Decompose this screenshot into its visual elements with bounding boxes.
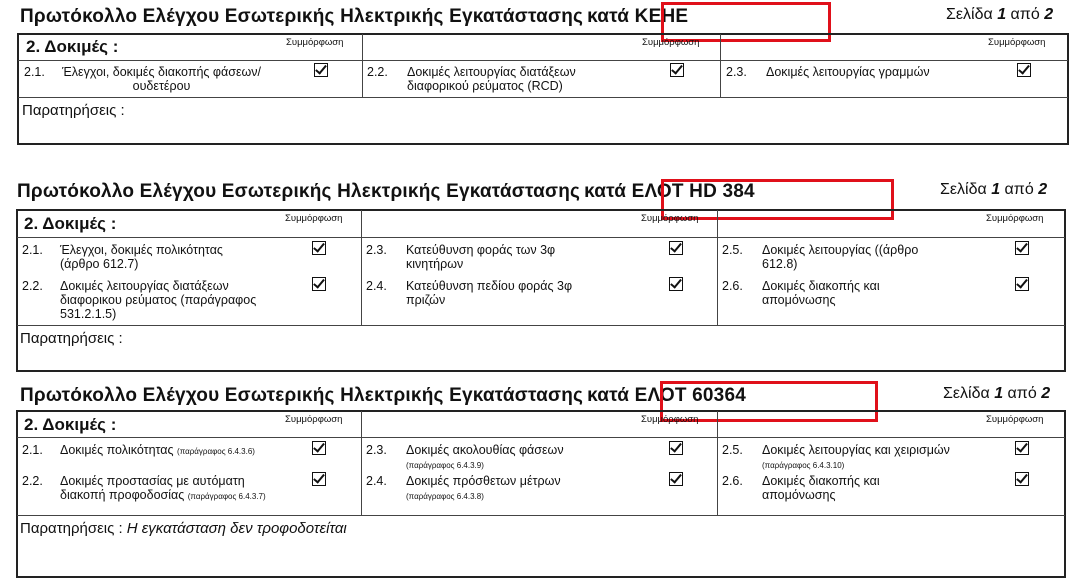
compliance-label: Συμμόρφωση — [986, 414, 1044, 425]
compliance-checkbox[interactable] — [1015, 472, 1029, 486]
compliance-checkbox[interactable] — [669, 441, 683, 455]
compliance-label: Συμμόρφωση — [286, 37, 344, 48]
paragraph-ref: (παράγραφος 6.4.3.7) — [187, 492, 266, 501]
tests-heading: 2. Δοκιμές : — [26, 37, 119, 56]
standard-label: κατά ΕΛΟΤ 60364 — [587, 385, 746, 406]
compliance-label: Συμμόρφωση — [642, 37, 700, 48]
compliance-checkbox[interactable] — [669, 277, 683, 291]
compliance-checkbox[interactable] — [1015, 277, 1029, 291]
tests-heading: 2. Δοκιμές : — [24, 415, 117, 434]
paragraph-ref: (παράγραφος 6.4.3.8) — [406, 492, 484, 501]
compliance-label: Συμμόρφωση — [641, 213, 699, 224]
compliance-checkbox[interactable] — [669, 241, 683, 255]
remarks-field[interactable]: Παρατηρήσεις : — [20, 330, 123, 347]
compliance-label: Συμμόρφωση — [988, 37, 1046, 48]
standard-label: κατά ΕΛΟΤ HD 384 — [584, 181, 755, 202]
compliance-label: Συμμόρφωση — [285, 213, 343, 224]
compliance-checkbox[interactable] — [669, 472, 683, 486]
paragraph-ref: (παράγραφος 6.4.3.9) — [406, 461, 484, 470]
paragraph-ref: (παράγραφος 6.4.3.10) — [762, 461, 845, 470]
page-indicator: Σελίδα 1 από 2 — [946, 6, 1054, 23]
protocol-title: Πρωτόκολλο Ελέγχου Εσωτερικής Ηλεκτρικής Εγκατάστασης κατά ΕΛΟΤ HD 384 — [17, 181, 755, 202]
paragraph-ref: (παράγραφος 6.4.3.6) — [177, 447, 255, 456]
protocol-title: Πρωτόκολλο Ελέγχου Εσωτερικής Ηλεκτρικής Εγκατάστασης κατά ΕΛΟΤ 60364 — [20, 385, 746, 406]
compliance-checkbox[interactable] — [1017, 63, 1031, 77]
compliance-checkbox[interactable] — [1015, 241, 1029, 255]
protocol-title: Πρωτόκολλο Ελέγχου Εσωτερικής Ηλεκτρικής Εγκατάστασης κατά ΚΕΗΕ — [20, 6, 689, 27]
compliance-checkbox[interactable] — [312, 472, 326, 486]
compliance-checkbox[interactable] — [314, 63, 328, 77]
compliance-label: Συμμόρφωση — [641, 414, 699, 425]
page-indicator: Σελίδα 1 από 2 — [943, 385, 1051, 402]
compliance-checkbox[interactable] — [312, 277, 326, 291]
compliance-checkbox[interactable] — [312, 241, 326, 255]
standard-label: κατά ΚΕΗΕ — [587, 6, 689, 27]
remarks-field[interactable]: Παρατηρήσεις : — [22, 102, 125, 119]
tests-heading: 2. Δοκιμές : — [24, 214, 117, 233]
compliance-label: Συμμόρφωση — [986, 213, 1044, 224]
compliance-checkbox[interactable] — [312, 441, 326, 455]
compliance-checkbox[interactable] — [1015, 441, 1029, 455]
compliance-label: Συμμόρφωση — [285, 414, 343, 425]
compliance-checkbox[interactable] — [670, 63, 684, 77]
remarks-field[interactable]: Παρατηρήσεις : Η εγκατάσταση δεν τροφοδοτείται — [20, 520, 347, 537]
page-indicator: Σελίδα 1 από 2 — [940, 181, 1048, 198]
remarks-text: Η εγκατάσταση δεν τροφοδοτείται — [126, 520, 347, 537]
